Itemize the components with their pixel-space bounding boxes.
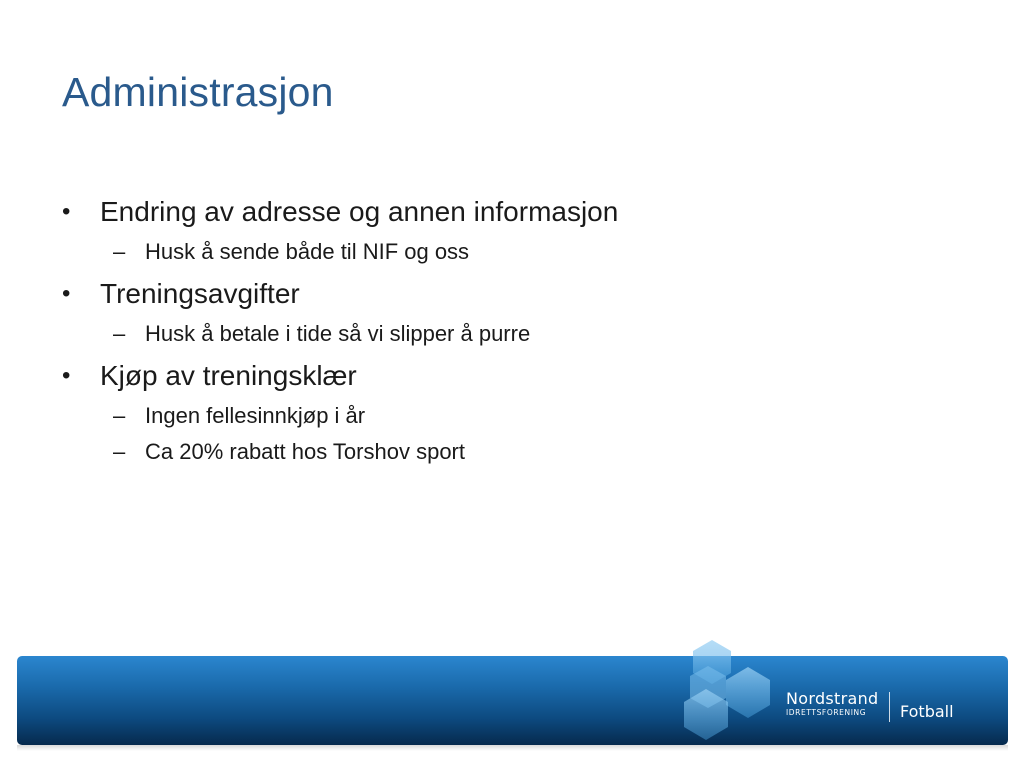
sub-bullet-item (62, 400, 962, 432)
sub-bullet-item (62, 236, 962, 268)
bullet-icon: • (62, 280, 71, 307)
sub-bullet-item (62, 318, 962, 350)
brand-subtitle: IDRETTSFORENING (786, 708, 867, 717)
brand-divider (889, 692, 890, 722)
sub-bullet-text: Ca 20% rabatt hos Torshov sport (145, 439, 465, 464)
bullet-text: Kjøp av treningsklær (100, 360, 357, 391)
bullet-text: Endring av adresse og annen informasjon (100, 196, 619, 227)
bullet-icon: • (62, 198, 71, 225)
bullet-list (62, 186, 962, 468)
dash-icon: – (113, 439, 126, 464)
dash-icon: – (113, 403, 126, 428)
sub-bullet-text: Ingen fellesinnkjøp i år (145, 403, 366, 428)
brand-sport: Fotball (900, 702, 954, 721)
bullet-item (62, 274, 962, 314)
bullet-item (62, 356, 962, 396)
slide-title: Administrasjon (62, 69, 334, 115)
brand-name: Nordstrand (786, 689, 879, 708)
bullet-text: Treningsavgifter (100, 278, 300, 309)
bullet-icon: • (62, 362, 71, 389)
sub-bullet-text: Husk å sende både til NIF og oss (145, 239, 470, 264)
bullet-item (62, 192, 962, 232)
sub-bullet-item (62, 436, 962, 468)
sub-bullet-text: Husk å betale i tide så vi slipper å purre (145, 321, 531, 346)
dash-icon: – (113, 321, 126, 346)
brand-logo (786, 690, 879, 718)
footer-shadow (17, 745, 1008, 751)
dash-icon: – (113, 239, 126, 264)
